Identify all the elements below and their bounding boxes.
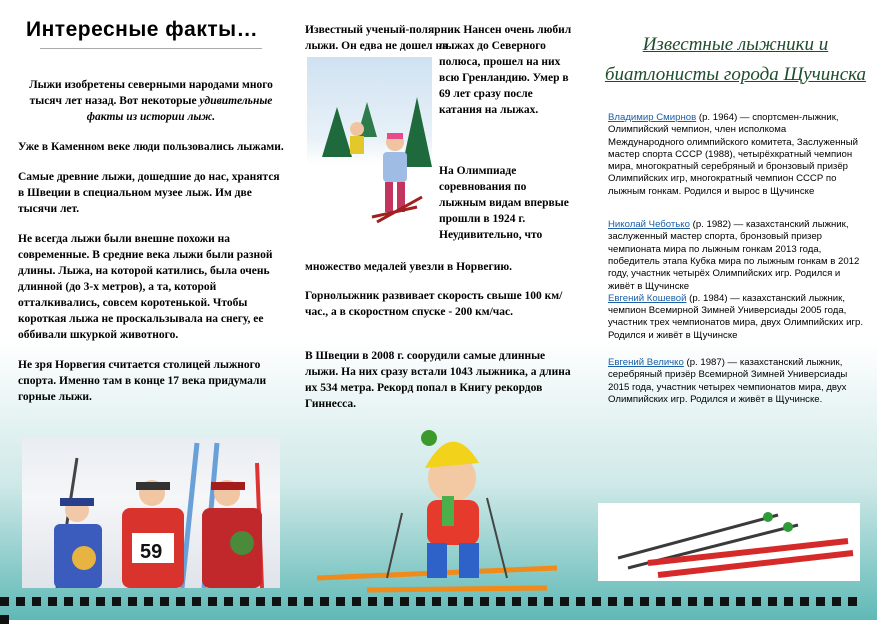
bio-name-link[interactable]: Владимир Смирнов [608,112,697,123]
column-facts-2 [305,0,573,600]
bio-entry [608,112,863,198]
film-hole [688,597,697,606]
film-hole [720,597,729,606]
film-hole [80,597,89,606]
film-hole [0,597,9,606]
bib-number: 59 [140,541,163,563]
bio-name-link[interactable]: Николай Чеботько [608,219,690,231]
film-hole [128,597,137,606]
film-hole [240,597,249,606]
bio-entry [608,219,863,293]
film-hole [224,597,233,606]
film-hole [64,597,73,606]
longest-skis-fact: В Швеции в 2008 г. соорудили самые длинные лыжи. На них сразу встали 1043 лыжника, а длина их 534 метра. Рекорд попал в Книгу рекордов Гиннесса. [305,350,571,410]
bio-name-link[interactable]: Евгений Кошевой [608,292,687,304]
film-strip-border [0,597,877,611]
film-hole [480,597,489,606]
film-hole [640,597,649,606]
fact-paragraph: Не всегда лыжи были внешне похожи на современные. В средние века лыжи были разной длины. Лыжа, на которой катились, была очень длинной (до 3-х метров), а та, которой отталкивались, совсем коротенькой. Чтобы короткая лыжа не проскальзывала на снегу, ее оббивали шкуркой животного. [18,233,273,341]
film-hole [352,597,361,606]
film-hole [176,597,185,606]
bio-text: (р. 1984) — казахстанский лыжник, чемпион Всемирной Зимней Универсиады 2005 года, участник трех чемпионатов мира, двух Олимпийских игр. Родился и живёт в Щучинске [608,292,863,341]
film-hole [464,597,473,606]
fact-paragraph: Уже в Каменном веке люди пользовались лыжами. [18,141,284,153]
film-hole [848,597,857,606]
title-divider [40,48,262,49]
bio-entry [608,293,863,342]
film-hole [624,597,633,606]
athletes-title: Известные лыжники и биатлонисты города Щучинска [604,34,867,85]
film-hole [768,597,777,606]
fact-paragraph: Самые древние лыжи, дошедшие до нас, хранятся в Швеции в специальном музее лыж. Им две тысячи лет. [18,171,280,215]
film-hole [320,597,329,606]
film-hole [816,597,825,606]
skiers-photo [22,438,280,588]
film-hole [704,597,713,606]
boy-skier-illustration [307,418,575,598]
bio-text: (р. 1964) — спортсмен-лыжник, Олимпийский чемпион, член исполкома Международного олимпийского комитета, Заслуженный мастер спорта СССР (1988), четырёхкратный чемпион мира, многократный серебряный и бронзовый призёр Олимпийских игр, многократный чемпион СССР по лыжным гонкам. Родился и вырос в Щучинске [608,112,858,197]
film-hole [336,597,345,606]
film-hole [832,597,841,606]
skis-poles-image [598,503,860,581]
bio-entry [608,357,863,406]
film-hole [160,597,169,606]
film-hole [432,597,441,606]
film-hole [544,597,553,606]
film-hole [288,597,297,606]
film-hole [368,597,377,606]
bio-text: (р. 1987) — казахстанский лыжник, серебряный призёр Всемирной Зимней Универсиады 2015 года, участник четырех чемпионатов мира, двух Олимпийских игр. Родился и живёт в Щучинске. [608,357,848,405]
film-hole [208,597,217,606]
nansen-text-beside: лыжах до Северного полюса, прошел на них всю Гренландию. Умер в 69 лет сразу после катания на лыжах. [439,40,569,116]
speed-fact: Горнолыжник развивает скорость свыше 100 км/час., а в скоростном спуске - 200 км/час. [305,290,563,318]
column-facts [10,0,292,405]
film-hole [96,597,105,606]
olympics-text-beside: На Олимпиаде соревнования по лыжным видам впервые прошли в 1924 г. Неудивительно, что [439,165,569,241]
film-hole [416,597,425,606]
film-hole [384,597,393,606]
film-hole [800,597,809,606]
film-hole [272,597,281,606]
film-hole [576,597,585,606]
film-hole [16,597,25,606]
bio-name-link[interactable]: Евгений Величко [608,357,684,369]
intro-text: Лыжи изобретены северными народами много тысяч лет назад. Вот некоторые [29,79,273,107]
film-hole [528,597,537,606]
olympics-text-cont: множество медалей увезли в Норвегию. [305,261,513,273]
film-hole [112,597,121,606]
film-hole [32,597,41,606]
film-hole [496,597,505,606]
film-hole [560,597,569,606]
film-hole [752,597,761,606]
film-hole [672,597,681,606]
facts-intro [20,77,282,125]
nansen-text-top: Известный ученый-полярник Нансен очень любил лыжи. Он едва не дошел на [305,24,572,52]
film-hole [656,597,665,606]
intro-italic: удивительные факты из истории лыж. [86,95,273,123]
film-hole [48,597,57,606]
film-hole [400,597,409,606]
film-hole [608,597,617,606]
film-hole [592,597,601,606]
film-hole [512,597,521,606]
film-hole [736,597,745,606]
film-hole [784,597,793,606]
film-hole [256,597,265,606]
facts-title: Интересные факты… [26,18,259,41]
film-hole [144,597,153,606]
bio-text: (р. 1982) — казахстанский лыжник, заслуженный мастер спорта, бронзовый призер чемпионата мира по лыжным гонкам 2013 года, победитель этапа Кубка мира по лыжным гонкам в 2012 году, участник четырёх Олимпийских игр. Родился и живёт в Щучинске [608,219,860,292]
winter-kids-illustration [307,57,432,237]
film-hole [192,597,201,606]
film-hole [448,597,457,606]
film-hole [304,597,313,606]
column-athletes [598,0,873,406]
fact-paragraph: Не зря Норвегия считается столицей лыжного спорта. Именно там в конце 17 века придумали горные лыжи. [18,359,267,403]
